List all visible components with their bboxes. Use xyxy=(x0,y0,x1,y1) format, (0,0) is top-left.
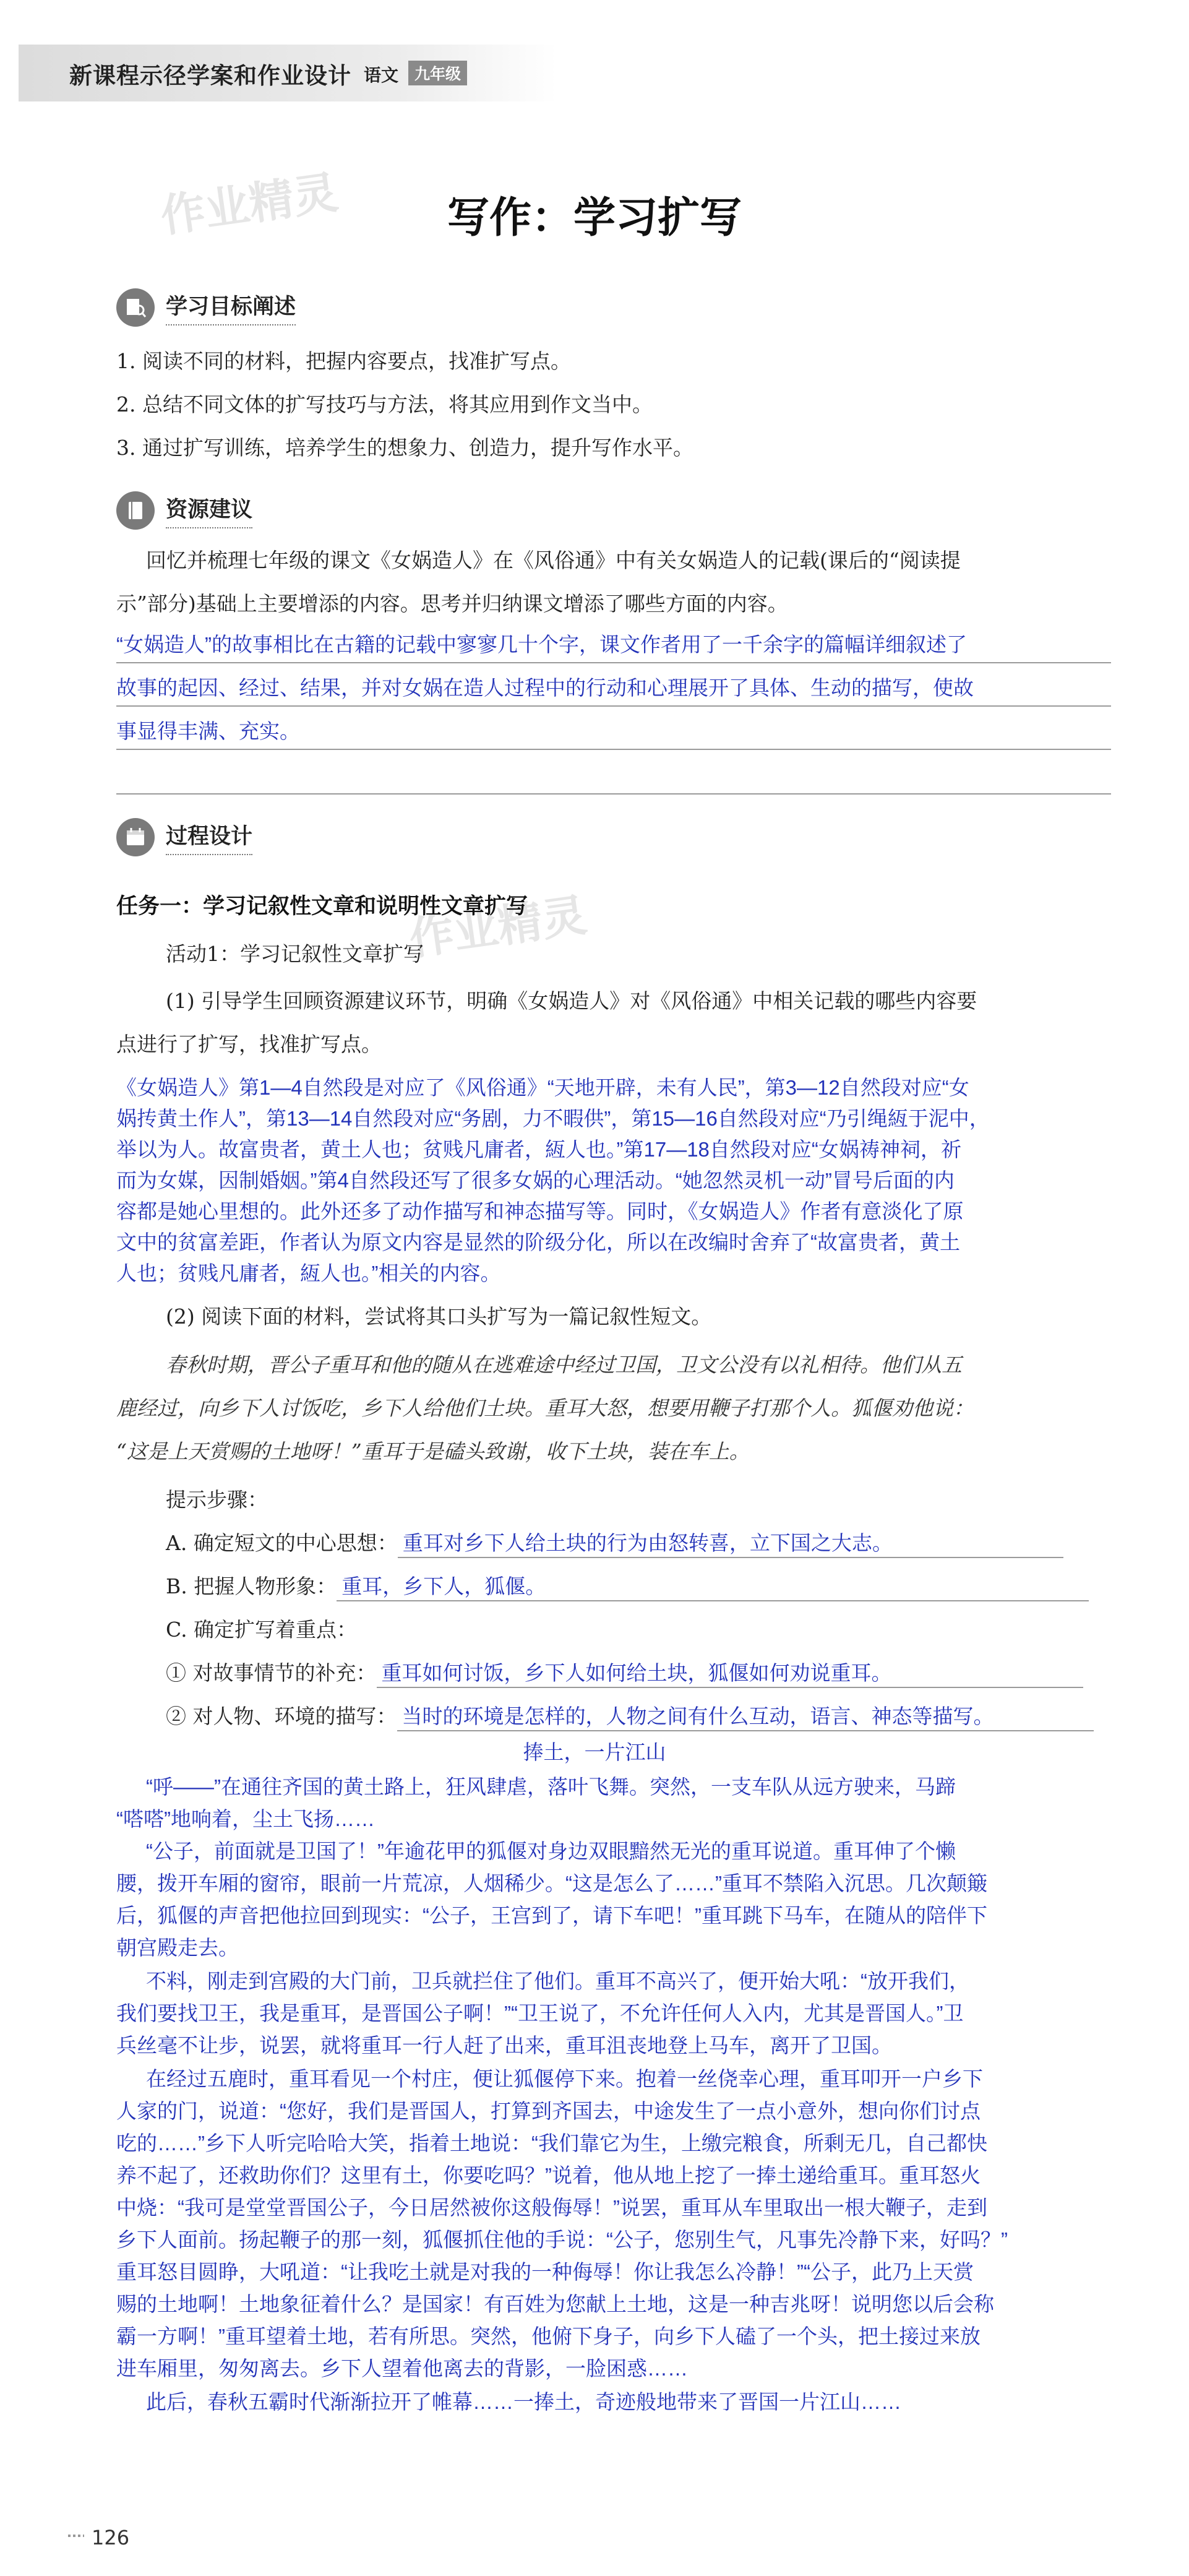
story-line: “这是上天赏赐的土地呀！”重耳于是磕头致谢，收下土块，装在车上。 xyxy=(116,1439,750,1463)
essay-line: 朝宫殿走去。 xyxy=(116,1936,239,1959)
essay-line: 腰，拨开车厢的窗帘，眼前一片荒凉，人烟稀少。“这是怎么了……”重耳不禁陷入沉思。几次颠簸 xyxy=(116,1872,987,1895)
resources-answer: 故事的起因、经过、结果，并对女娲在造人过程中的行动和心理展开了具体、生动的描写，使故 xyxy=(116,676,974,699)
question-1: (1) 引导学生回顾资源建议环节，明确《女娲造人》对《风俗通》中相关记载的哪些内容要 xyxy=(166,989,977,1013)
essay-line: 中烧：“我可是堂堂晋国公子，今日居然被你这般侮辱！”说罢，重耳从车里取出一根大鞭子，走到 xyxy=(116,2196,987,2219)
answer-1-line: 容都是她心里想的。此外还多了动作描写和神态描写等。同时，《女娲造人》作者有意淡化了原 xyxy=(116,1200,964,1223)
hint-answer: 当时的环境是怎样的，人物之间有什么互动，语言、神态等描写。 xyxy=(397,1703,1094,1731)
watermark-logo: 作业精灵 xyxy=(406,889,590,965)
process-heading xyxy=(116,816,252,859)
hint-row xyxy=(166,1660,1083,1688)
essay-line: 乡下人面前。扬起鞭子的那一刻，狐偃抓住他的手说：“公子，您别生气，凡事先冷静下来，好吗？” xyxy=(116,2228,1008,2251)
hint-answer: 重耳，乡下人，狐偃。 xyxy=(337,1573,1089,1601)
resources-answer: 事显得丰满、充实。 xyxy=(116,720,300,743)
story-line: 鹿经过，向乡下人讨饭吃，乡下人给他们土块。重耳大怒，想要用鞭子打那个人。狐偃劝他说： xyxy=(116,1396,974,1420)
essay-line: 重耳怒目圆睁，大吼道：“让我吃土就是对我的一种侮辱！你让我怎么冷静！”“公子，此乃上天赏 xyxy=(116,2260,974,2283)
answer-rule xyxy=(116,793,1111,795)
grade-badge: 九年级 xyxy=(408,61,467,85)
essay-line: 人家的门，说道：“您好，我们是晋国人，打算到齐国去，中途发生了一点小意外，想向你们讨点 xyxy=(116,2100,981,2122)
answer-rule xyxy=(116,705,1111,707)
essay-line: 进车厢里，匆匆离去。乡下人望着他离去的背影，一脸困惑…… xyxy=(116,2357,688,2380)
magnifier-icon xyxy=(116,288,155,327)
task-title: 任务一：学习记叙性文章和说明性文章扩写 xyxy=(116,894,528,919)
essay-line: 养不起了，还救助你们？这里有土，你要吃吗？”说着，他从地上挖了一捧土递给重耳。重耳怒火 xyxy=(116,2164,981,2187)
essay-line: 赐的土地啊！土地象征着什么？是国家！有百姓为您献上土地，这是一种吉兆呀！说明您以后会称 xyxy=(116,2293,994,2315)
question-1: 点进行了扩写，找准扩写点。 xyxy=(116,1032,382,1056)
hint-label: ① 对故事情节的补充： xyxy=(166,1661,377,1685)
hint-row xyxy=(166,1616,357,1643)
resources-prompt: 回忆并梳理七年级的课文《女娲造人》在《风俗通》中有关女娲造人的记载(课后的“阅读提 xyxy=(146,548,961,572)
hint-label: C. 确定扩写着重点： xyxy=(166,1618,358,1642)
essay-line: 此后，春秋五霸时代渐渐拉开了帷幕……一捧土，奇迹般地带来了晋国一片江山…… xyxy=(146,2390,901,2413)
hint-label: ② 对人物、环境的描写： xyxy=(166,1704,397,1728)
essay-line: 我们要找卫王，我是重耳，是晋国公子啊！”“卫王说了，不允许任何人入内，尤其是晋国人。”卫 xyxy=(116,2002,964,2025)
objective-item: 1. 阅读不同的材料，把握内容要点，找准扩写点。 xyxy=(116,349,571,373)
essay-line: 兵丝毫不让步，说罢，就将重耳一行人赶了出来，重耳沮丧地登上马车，离开了卫国。 xyxy=(116,2034,892,2057)
answer-1-line: 举以为人。故富贵者，黄土人也；贫贱凡庸者，絚人也。”第17—18自然段对应“女娲祷神祠，祈 xyxy=(116,1138,961,1161)
hint-answer: 重耳如何讨饭，乡下人如何给土块，狐偃如何劝说重耳。 xyxy=(377,1660,1083,1688)
essay-line: 不料，刚走到宫殿的大门前，卫兵就拦住了他们。重耳不高兴了，便开始大吼：“放开我们， xyxy=(146,1970,969,1992)
answer-1-line: 《女娲造人》第1—4自然段是对应了《风俗通》“天地开辟，未有人民”，第3—12自然段对应“女 xyxy=(116,1076,969,1099)
page-number-ornament xyxy=(68,2535,84,2537)
book-icon xyxy=(116,491,155,530)
essay-line: “嗒嗒”地响着，尘土飞扬…… xyxy=(116,1807,375,1830)
activity-label: 活动1：学习记叙性文章扩写 xyxy=(166,942,424,966)
essay-title: 捧土，一片江山 xyxy=(523,1741,666,1764)
calendar-icon xyxy=(116,818,155,856)
resources-answer: “女娲造人”的故事相比在古籍的记载中寥寥几十个字，课文作者用了一千余字的篇幅详细叙述了 xyxy=(116,633,967,656)
objective-item: 2. 总结不同文体的扩写技巧与方法，将其应用到作文当中。 xyxy=(116,392,653,416)
hint-answer: 重耳对乡下人给土块的行为由怒转喜，立下国之大志。 xyxy=(398,1530,1063,1558)
answer-1-line: 人也；贫贱凡庸者，絚人也。”相关的内容。 xyxy=(116,1262,501,1285)
essay-line: 霸一方啊！”重耳望着土地，若有所思。突然，他俯下身子，向乡下人磕了一个头，把土接过来放 xyxy=(116,2325,981,2348)
essay-line: 后，狐偃的声音把他拉回到现实：“公子，王宫到了，请下车吧！”重耳跳下马车，在随从的陪伴下 xyxy=(116,1904,987,1927)
essay-line: 在经过五鹿时，重耳看见一个村庄，便让狐偃停下来。抱着一丝侥幸心理，重耳叩开一户乡下 xyxy=(146,2067,983,2090)
objective-item: 3. 通过扩写训练，培养学生的想象力、创造力，提升写作水平。 xyxy=(116,436,693,460)
objectives-heading xyxy=(116,286,296,329)
hint-row xyxy=(166,1530,1063,1558)
answer-1-line: 而为女媒，因制婚姻。”第4自然段还写了很多女娲的心理活动。“她忽然灵机一动”冒号后面的内 xyxy=(116,1169,955,1192)
watermark-logo: 作业精灵 xyxy=(157,166,341,243)
answer-1-line: 娲抟黄土作人”，第13—14自然段对应“务剧，力不暇供”，第15—16自然段对应“乃引绳絚于泥中， xyxy=(116,1107,990,1130)
question-2: (2) 阅读下面的材料，尝试将其口头扩写为一篇记叙性短文。 xyxy=(166,1304,712,1329)
book-title: 新课程示径学案和作业设计 xyxy=(69,62,351,89)
subject-label: 语文 xyxy=(364,65,399,85)
answer-rule xyxy=(116,749,1111,750)
essay-line: “公子，前面就是卫国了！”年逾花甲的狐偃对身边双眼黯然无光的重耳说道。重耳伸了个懒 xyxy=(146,1840,956,1863)
story-line: 春秋时期，晋公子重耳和他的随从在逃难途中经过卫国，卫文公没有以礼相待。他们从五 xyxy=(166,1353,962,1377)
resources-heading xyxy=(116,489,252,532)
hint-row xyxy=(166,1703,1094,1731)
essay-line: “呼——”在通往齐国的黄土路上，狂风肆虐，落叶飞舞。突然，一支车队从远方驶来，马蹄 xyxy=(146,1775,956,1798)
answer-rule xyxy=(116,662,1111,663)
hint-title: 提示步骤： xyxy=(166,1488,268,1512)
hint-label: A. 确定短文的中心思想： xyxy=(166,1531,398,1555)
essay-line: 吃的……”乡下人听完哈哈大笑，指着土地说：“我们靠它为生，上缴完粮食，所剩无几，自己都快 xyxy=(116,2132,987,2155)
page-number: 126 xyxy=(92,2526,130,2549)
hint-label: B. 把握人物形象： xyxy=(166,1574,337,1598)
objectives-heading-label: 学习目标阐述 xyxy=(166,290,296,325)
resources-prompt: 示”部分)基础上主要增添的内容。思考并归纳课文增添了哪些方面的内容。 xyxy=(116,592,788,616)
answer-1-line: 文中的贫富差距，作者认为原文内容是显然的阶级分化，所以在改编时舍弃了“故富贵者，黄土 xyxy=(116,1231,960,1254)
hint-row xyxy=(166,1573,1089,1601)
resources-heading-label: 资源建议 xyxy=(166,493,252,528)
page-title: 写作：学习扩写 xyxy=(447,194,742,243)
process-heading-label: 过程设计 xyxy=(166,819,252,855)
